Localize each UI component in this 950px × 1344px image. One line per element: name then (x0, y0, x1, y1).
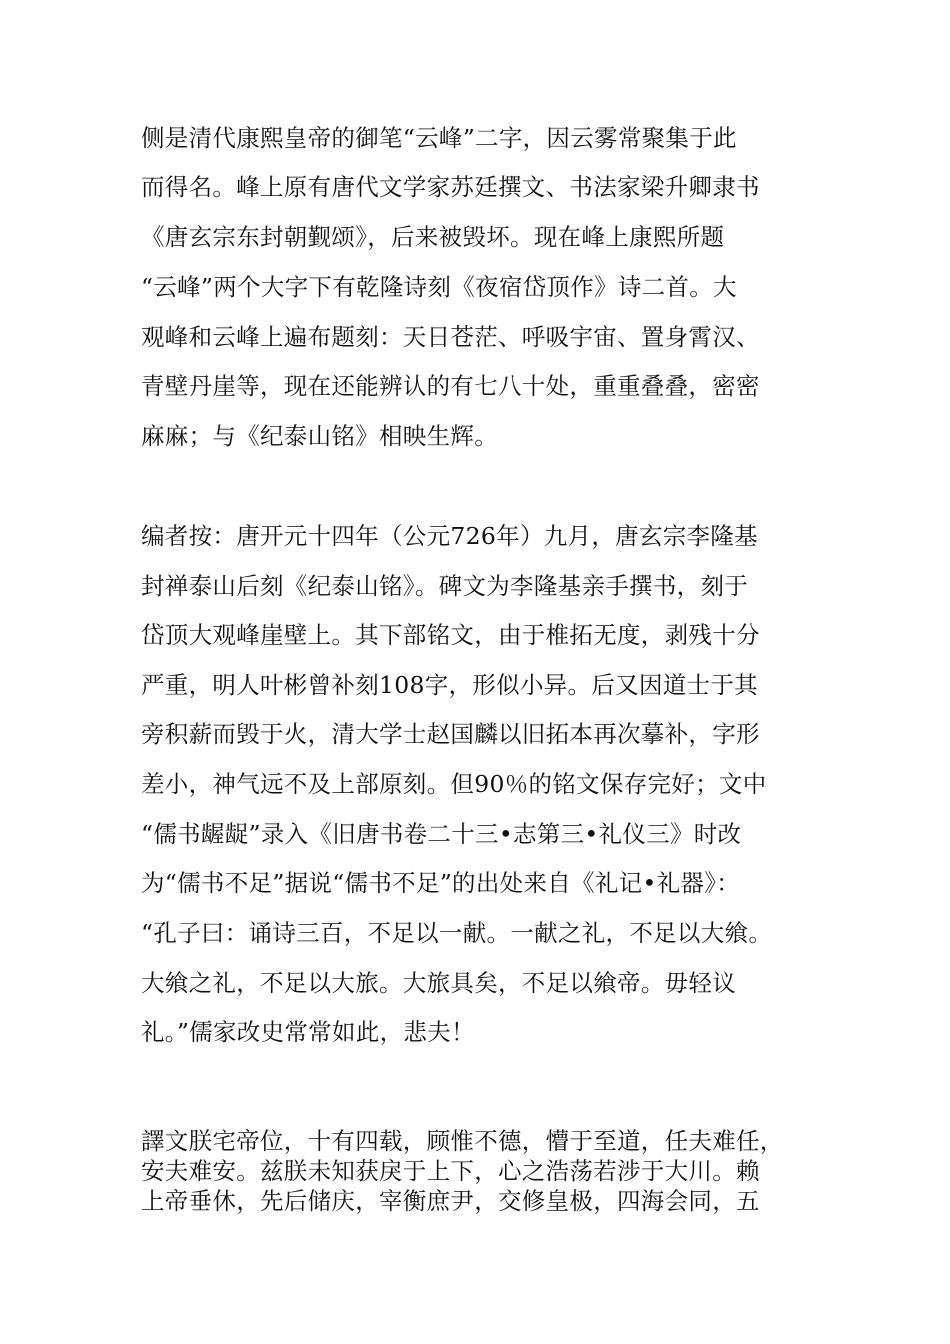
text-line: 安夫难安。兹朕未知获戾于上下，心之浩荡若涉于大川。赖 (141, 1157, 760, 1185)
text-line: 而得名。峰上原有唐代文学家苏廷撰文、书法家梁升卿隶书 (141, 173, 760, 201)
text-line: 礼。”儒家改史常常如此，悲夫！ (141, 1018, 475, 1046)
text-line: 为“儒书不足”据说“儒书不足”的出处来自《礼记•礼器》： (141, 869, 741, 897)
text-line: 麻麻；与《纪泰山铭》相映生辉。 (141, 422, 498, 450)
text-line: “云峰”两个大字下有乾隆诗刻《夜宿岱顶作》诗二首。大 (141, 273, 737, 301)
text-line: 严重，明人叶彬曾补刻108字，形似小异。后又因道士于其 (141, 671, 758, 699)
text-line: “孔子曰：诵诗三百，不足以一献。一献之礼，不足以大飨。 (141, 919, 773, 947)
text-line: 青壁丹崖等，现在还能辨认的有七八十处，重重叠叠，密密 (141, 372, 760, 400)
text-line: 编者按：唐开元十四年（公元726年）九月，唐玄宗李隆基 (141, 522, 758, 550)
text-line: 差小，神气远不及上部原刻。但90％的铭文保存完好；文中 (141, 770, 767, 798)
text-line: 《唐玄宗东封朝觐颂》，后来被毁坏。现在峰上康熙所题 (141, 223, 725, 251)
text-line: 观峰和云峰上遍布题刻：天日苍茫、呼吸宇宙、置身霄汉、 (141, 323, 760, 351)
text-line: 侧是清代康熙皇帝的御笔“云峰”二字，因云雾常聚集于此 (141, 124, 737, 152)
text-line: 岱顶大观峰崖壁上。其下部铭文，由于椎拓无度，剥残十分 (141, 621, 760, 649)
text-line: 封禅泰山后刻《纪泰山铭》。碑文为李隆基亲手撰书，刻于 (141, 572, 749, 600)
text-line: 上帝垂休，先后储庆，宰衡庶尹，交修皇极，四海会同，五 (141, 1187, 760, 1215)
text-line: “儒书龌龊”录入《旧唐书卷二十三•志第三•礼仪三》时改 (141, 820, 742, 848)
text-line: 旁积薪而毁于火，清大学士赵国麟以旧拓本再次摹补，字形 (141, 720, 760, 748)
text-line: 大飨之礼，不足以大旅。大旅具矣，不足以飨帝。毋轻议 (141, 969, 736, 997)
text-line: 譯文朕宅帝位，十有四载，顾惟不德，懵于至道，任夫难任， (141, 1127, 784, 1155)
